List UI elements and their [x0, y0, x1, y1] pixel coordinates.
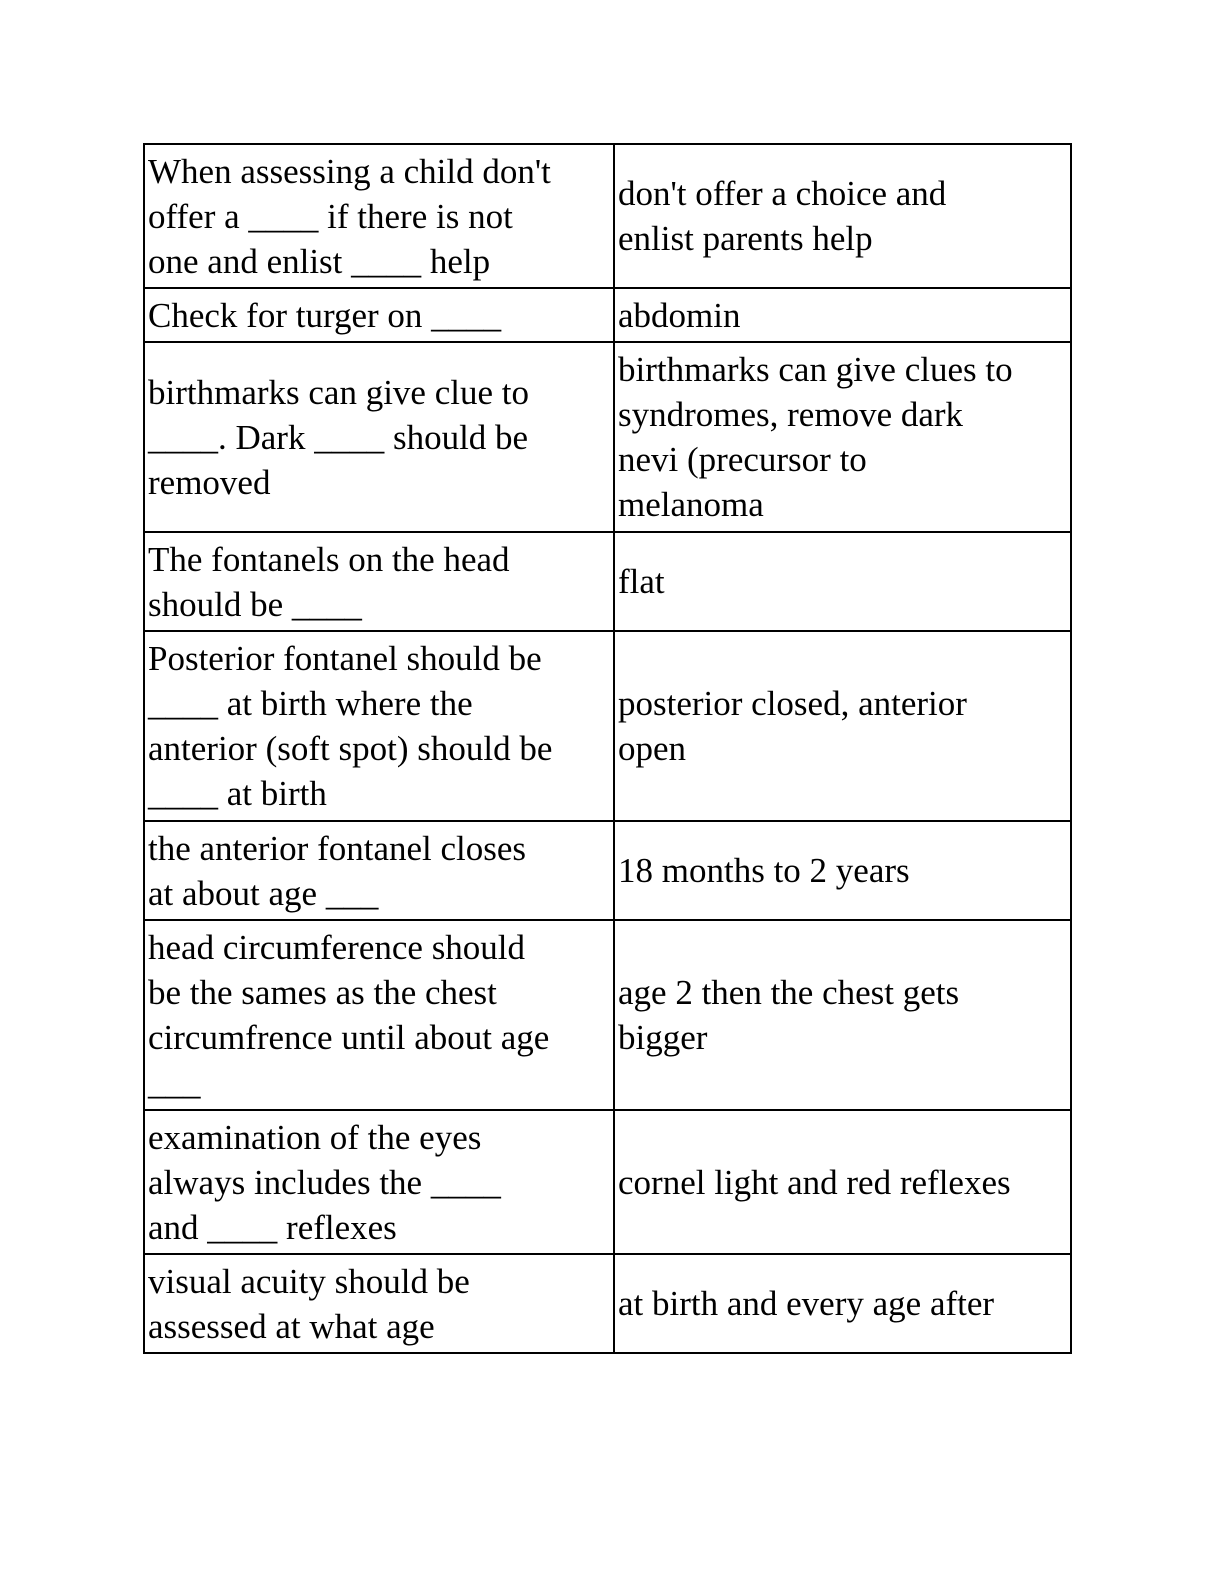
- question-cell: [144, 144, 614, 288]
- answer-cell: [614, 342, 1071, 532]
- card-row: [144, 631, 1071, 821]
- question-text: examination of the eyes always includes the ____ and ____ reflexes: [148, 1117, 501, 1247]
- answer-cell: [614, 144, 1071, 288]
- answer-cell: [614, 821, 1071, 920]
- question-cell: [144, 631, 614, 821]
- question-cell: [144, 920, 614, 1110]
- question-cell: [144, 1254, 614, 1353]
- question-cell: [144, 1110, 614, 1254]
- answer-text: 18 months to 2 years: [618, 851, 910, 890]
- answer-text: age 2 then the chest gets bigger: [618, 973, 960, 1057]
- answer-text: don't offer a choice and enlist parents help: [618, 174, 947, 258]
- answer-cell: [614, 920, 1071, 1110]
- question-text: the anterior fontanel closes at about age ___: [148, 828, 527, 913]
- card-row: [144, 821, 1071, 920]
- card-row: [144, 532, 1071, 631]
- answer-text: at birth and every age after: [618, 1284, 995, 1323]
- answer-cell: [614, 1254, 1071, 1353]
- card-row: [144, 288, 1071, 342]
- answer-cell: [614, 631, 1071, 821]
- card-row: [144, 144, 1071, 288]
- card-row: [144, 920, 1071, 1110]
- card-row: [144, 1254, 1071, 1353]
- question-text: When assessing a child don't offer a ____ if there is not one and enlist ____ help: [148, 151, 551, 281]
- question-text: head circumference should be the sames as the chest circumfrence until about age ___: [148, 928, 550, 1102]
- question-cell: [144, 288, 614, 342]
- answer-text: birthmarks can give clues to syndromes, remove dark nevi (precursor to melanoma: [618, 350, 1013, 524]
- card-row: [144, 342, 1071, 532]
- question-text: The fontanels on the head should be ____: [148, 539, 510, 624]
- question-cell: [144, 532, 614, 631]
- question-text: Check for turger on ____: [148, 295, 502, 335]
- answer-cell: [614, 1110, 1071, 1254]
- flashcard-table: [143, 143, 1072, 1354]
- answer-text: cornel light and red reflexes: [618, 1162, 1011, 1202]
- question-text: visual acuity should be assessed at what age: [148, 1261, 470, 1346]
- question-cell: [144, 821, 614, 920]
- question-cell: [144, 342, 614, 532]
- answer-text: flat: [618, 562, 665, 601]
- card-row: [144, 1110, 1071, 1254]
- answer-text: posterior closed, anterior open: [618, 684, 967, 768]
- question-text: Posterior fontanel should be ____ at birth where the anterior (soft spot) should be ____ at birth: [148, 639, 553, 813]
- answer-text: abdomin: [618, 295, 741, 335]
- question-text: birthmarks can give clue to ____. Dark ____ should be removed: [148, 372, 529, 502]
- answer-cell: [614, 532, 1071, 631]
- answer-cell: [614, 288, 1071, 342]
